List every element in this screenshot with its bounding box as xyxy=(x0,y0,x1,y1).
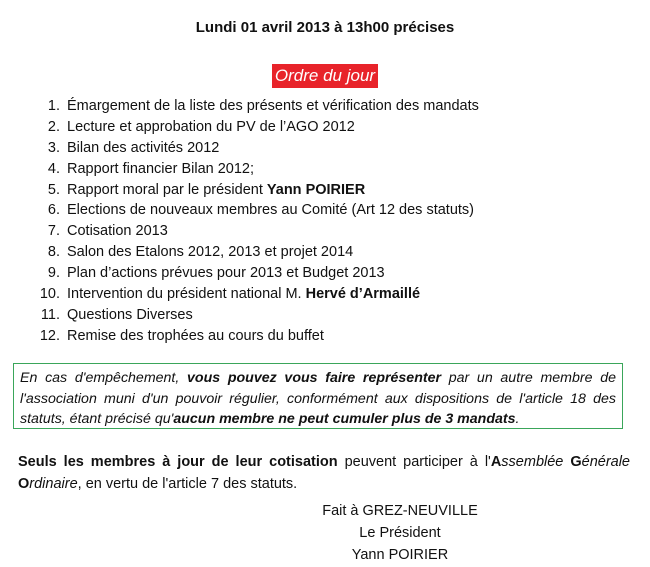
agenda-item-label: Questions Diverses xyxy=(67,306,193,323)
agenda-item-person: Yann POIRIER xyxy=(266,181,366,198)
notice-text-3: . xyxy=(515,411,520,427)
agenda-item-label: Rapport moral par le président xyxy=(67,181,267,198)
members-a-rest: ssemblée xyxy=(501,454,571,470)
agenda-item-number: 7. xyxy=(47,223,60,240)
agenda-item-text xyxy=(67,326,324,347)
agenda-item-number: 5. xyxy=(47,181,60,198)
agenda-title-wrap xyxy=(0,64,650,88)
signature-name: Yann POIRIER xyxy=(351,547,449,563)
agenda-item-label: Intervention du président national M. xyxy=(67,286,306,303)
notice-bold-1: vous pouvez vous faire représenter xyxy=(187,370,441,386)
agenda-item-number: 10. xyxy=(39,286,60,303)
agenda-item-label: Plan d’actions prévues pour 2013 et Budget 2013 xyxy=(67,265,385,282)
members-o-initial: O xyxy=(18,476,30,492)
members-g-initial: G xyxy=(570,454,582,470)
agenda-title: Ordre du jour xyxy=(272,64,378,88)
notice-text-2: par un autre membre de l'association muni d'un pouvoir régulier, conformément aux dispositions de l'article 18 des statuts, étant précisé qu' xyxy=(20,370,616,427)
signature-role: Le Président xyxy=(359,525,441,541)
meeting-date: Lundi 01 avril 2013 à 13h00 précises xyxy=(195,19,455,36)
agenda-item-number: 8. xyxy=(47,244,60,261)
agenda-item-label: Elections de nouveaux membres au Comité (Art 12 des statuts) xyxy=(67,202,474,219)
agenda-item-number: 11. xyxy=(40,306,60,323)
agenda-item-text xyxy=(67,242,353,263)
agenda-item-number: 12. xyxy=(39,327,60,344)
agenda-item-label: Émargement de la liste des présents et vérification des mandats xyxy=(67,98,479,114)
agenda-item-number: 4. xyxy=(47,160,60,177)
notice-text-1: En cas d'empêchement, xyxy=(20,370,188,386)
agenda-item-text xyxy=(67,117,355,138)
agenda-item-text xyxy=(67,96,479,117)
agenda-item-text xyxy=(67,138,219,159)
agenda-item-person: Hervé d’Armaillé xyxy=(305,286,421,303)
agenda-item-text xyxy=(67,305,193,326)
members-bold: Seuls les membres à jour de leur cotisation xyxy=(18,454,338,470)
agenda-item-number: 9. xyxy=(47,265,60,282)
agenda-item-text xyxy=(67,200,474,221)
members-text-2: , en vertu de l'article 7 des statuts. xyxy=(77,476,298,492)
members-g-rest: énérale xyxy=(581,454,630,470)
agenda-item-number: 6. xyxy=(47,202,60,219)
signature-block xyxy=(300,500,500,566)
agenda-item-text xyxy=(67,159,254,180)
agenda-item-label: Rapport financier Bilan 2012; xyxy=(67,160,255,177)
agenda-item-text xyxy=(67,180,365,201)
agenda-item-number: 1. xyxy=(47,98,60,114)
agenda-item-text xyxy=(67,284,420,305)
members-o-rest: rdinaire xyxy=(29,476,78,492)
signature-place: Fait à GREZ-NEUVILLE xyxy=(322,503,478,519)
agenda-item-label: Cotisation 2013 xyxy=(67,223,168,240)
agenda-item-text xyxy=(67,263,385,284)
agenda-item-number: 2. xyxy=(47,118,60,135)
agenda-item-label: Bilan des activités 2012 xyxy=(67,139,220,156)
agenda-item-label: Salon des Etalons 2012, 2013 et projet 2014 xyxy=(67,244,354,261)
agenda-item-text xyxy=(67,221,168,242)
members-paragraph xyxy=(18,451,630,495)
proxy-notice xyxy=(13,363,623,429)
agenda-item-label: Lecture et approbation du PV de l’AGO 2012 xyxy=(67,118,355,135)
members-a-initial: A xyxy=(490,454,502,470)
agenda-item-label: Remise des trophées au cours du buffet xyxy=(67,327,324,344)
notice-bold-2: aucun membre ne peut cumuler plus de 3 mandats xyxy=(173,411,516,427)
agenda-item-number: 3. xyxy=(47,139,60,156)
members-text-1: peuvent participer à l' xyxy=(337,454,491,470)
